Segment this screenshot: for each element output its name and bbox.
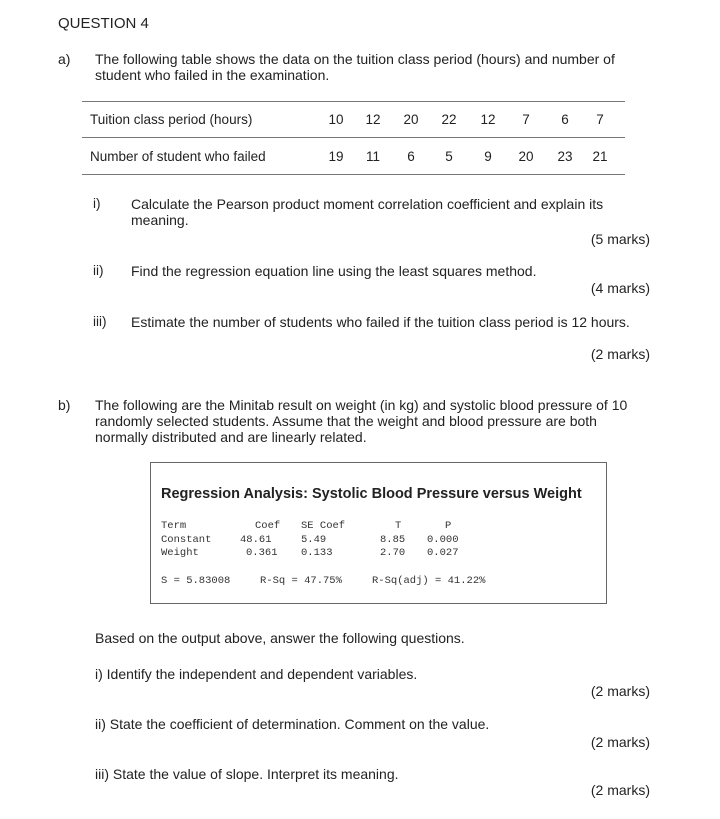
header-coef: Coef: [255, 520, 281, 532]
s-value: S = 5.83008: [161, 575, 231, 587]
question-b-iii-marks: (2 marks): [590, 782, 650, 798]
question-a-ii-number: ii): [93, 263, 104, 278]
part-a-intro: [95, 51, 655, 83]
row-t: 8.85: [380, 534, 406, 546]
row-p: 0.027: [427, 547, 459, 559]
row-term: Weight: [161, 547, 199, 559]
question-text-line: meaning.: [131, 212, 189, 228]
part-a-label: a): [58, 51, 71, 67]
table-cell: 20: [403, 112, 419, 127]
table-rule-middle: [82, 137, 625, 138]
table-cell: 23: [557, 149, 573, 164]
part-b-lead-in: Based on the output above, answer the following questions.: [95, 630, 465, 646]
table-cell: 7: [596, 112, 604, 127]
question-a-i-text: [131, 196, 651, 228]
row-label: Number of student who failed: [90, 149, 266, 164]
table-cell: 21: [592, 149, 608, 164]
table-cell: 6: [561, 112, 569, 127]
part-b-intro-line3: normally distributed and are linearly related.: [95, 429, 367, 445]
table-cell: 12: [365, 112, 381, 127]
part-b-label: b): [58, 397, 71, 413]
part-a-intro-line2: student who failed in the examination.: [95, 67, 330, 83]
header-t: T: [395, 520, 402, 532]
question-a-ii-marks: (4 marks): [590, 280, 650, 296]
row-term: Constant: [161, 534, 212, 546]
table-cell: 5: [445, 149, 453, 164]
table-cell: 12: [480, 112, 496, 127]
table-cell: 22: [441, 112, 457, 127]
part-b-intro-line1: The following are the Minitab result on weight (in kg) and systolic blood pressure of 10: [95, 397, 628, 413]
question-a-iii-marks: (2 marks): [590, 346, 650, 362]
part-a-intro-line1: The following table shows the data on the tuition class period (hours) and number of: [95, 51, 615, 67]
table-cell: 11: [365, 149, 380, 164]
row-se-coef: 0.133: [301, 547, 333, 559]
r-sq-adj-value: R-Sq(adj) = 41.22%: [372, 575, 486, 587]
part-b-intro-line2: randomly selected students. Assume that the weight and blood pressure are both: [95, 413, 597, 429]
table-cell: 6: [407, 149, 415, 164]
minitab-title: Regression Analysis: Systolic Blood Pressure versus Weight: [161, 486, 582, 502]
question-b-i-text: i) Identify the independent and dependent variables.: [95, 666, 418, 682]
table-cell: 9: [484, 149, 492, 164]
table-cell: 10: [328, 112, 344, 127]
table-rule-top: [82, 101, 625, 102]
row-p: 0.000: [427, 534, 459, 546]
header-se-coef: SE Coef: [301, 520, 346, 532]
question-b-ii-marks: (2 marks): [590, 734, 650, 750]
table-rule-bottom: [82, 174, 625, 175]
table-cell: 19: [328, 149, 344, 164]
row-se-coef: 5.49: [301, 534, 327, 546]
question-a-ii-text: Find the regression equation line using the least squares method.: [131, 263, 537, 279]
question-b-i-marks: (2 marks): [590, 683, 650, 699]
r-sq-value: R-Sq = 47.75%: [260, 575, 342, 587]
question-a-i-number: i): [93, 196, 101, 211]
row-coef: 0.361: [246, 547, 278, 559]
table-cell: 7: [522, 112, 530, 127]
header-term: Term: [161, 520, 187, 532]
question-b-ii-text: ii) State the coefficient of determination. Comment on the value.: [95, 716, 490, 732]
header-p: P: [445, 520, 452, 532]
row-t: 2.70: [380, 547, 406, 559]
question-a-iii-text: Estimate the number of students who failed if the tuition class period is 12 hours.: [131, 314, 630, 330]
question-a-i-marks: (5 marks): [590, 231, 650, 247]
row-coef: 48.61: [240, 534, 272, 546]
part-b-intro: [95, 397, 650, 445]
question-a-iii-number: iii): [93, 314, 107, 329]
row-label: Tuition class period (hours): [90, 112, 253, 127]
question-text-line: Calculate the Pearson product moment correlation coefficient and explain its: [131, 196, 604, 212]
question-title: QUESTION 4: [58, 15, 149, 32]
question-b-iii-text: iii) State the value of slope. Interpret its meaning.: [95, 766, 399, 782]
table-cell: 20: [518, 149, 534, 164]
